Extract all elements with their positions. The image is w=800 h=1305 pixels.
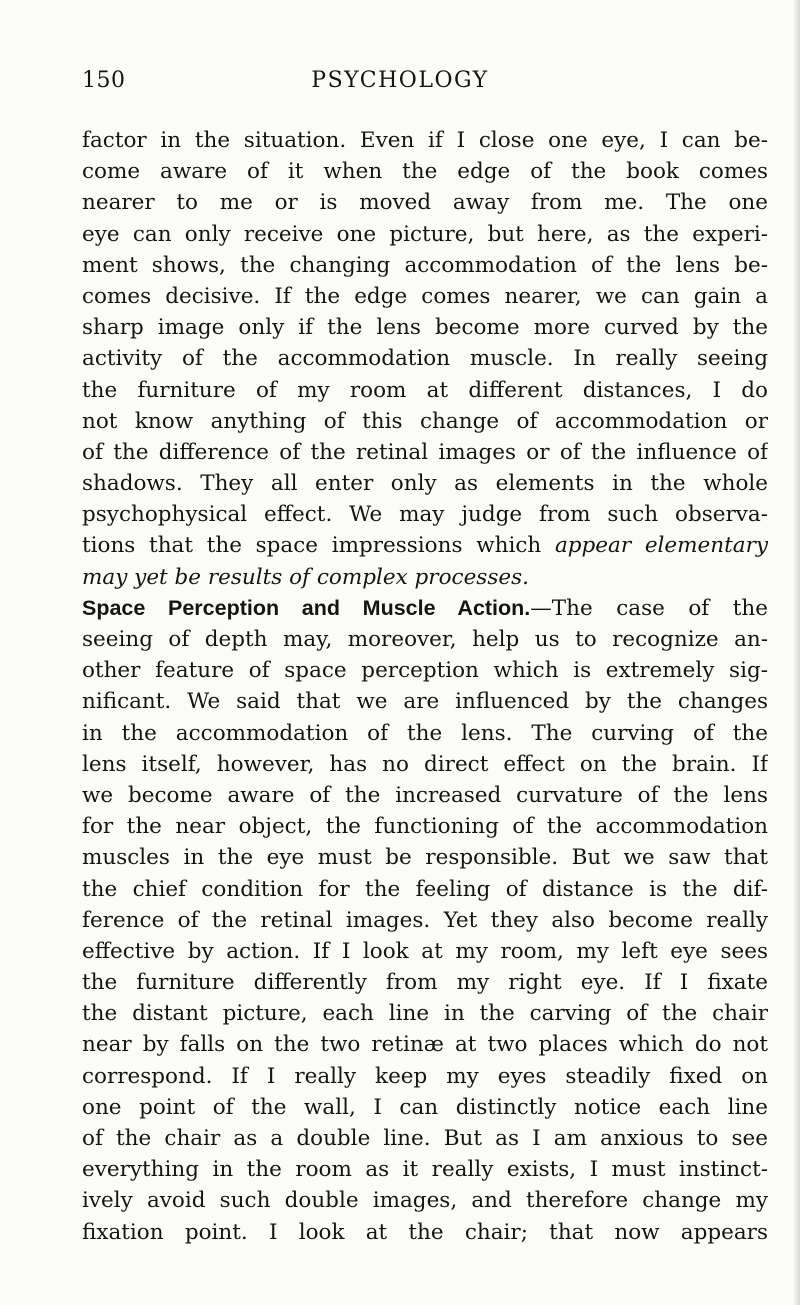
text-line: one point of the wall, I can distinctly notice each line [82,1094,768,1120]
text-line: of the difference of the retinal images or of the influence of [82,439,768,465]
text-line: the furniture of my room at different distances, I do [82,377,768,403]
text-line: lens itself, however, has no direct effect on the brain. If [82,751,768,777]
text-line: shadows. They all enter only as elements in the whole [82,471,768,497]
text-line: in the accommodation of the lens. The curving of the [82,720,768,746]
text-line: fixation point. I look at the chair; that now appears [82,1219,768,1245]
page-header [0,68,800,98]
text-line: the distant picture, each line in the carving of the chair [82,1001,768,1027]
text-line: ment shows, the changing accommodation of the lens be- [82,252,768,278]
text-line: muscles in the eye must be responsible. But we saw that [82,845,768,871]
text-line: the chief condition for the feeling of distance is the dif- [82,876,768,902]
text-line: near by falls on the two retinæ at two places which do not [82,1032,768,1058]
italic-text: appear elementary [554,533,768,559]
text-line: eye can only receive one picture, but here, as the experi- [82,221,768,247]
page-edge [794,0,800,1305]
text-line: nificant. We said that we are influenced by the changes [82,689,768,715]
text-line: of the chair as a double line. But as I am anxious to see [82,1126,768,1151]
text-run: —The case of the [530,595,768,621]
text-line: sharp image only if the lens become more curved by the [82,315,768,341]
text-line: psychophysical effect. We may judge from such observa- [82,502,768,528]
text-line: seeing of depth may, moreover, help us to recognize an- [82,627,768,652]
text-line: come aware of it when the edge of the book comes [82,159,768,185]
text-line: not know anything of this change of accommodation or [82,408,768,434]
page-number: 150 [82,68,126,93]
text-line: correspond. If I really keep my eyes steadily fixed on [82,1063,768,1089]
text-line: we become aware of the increased curvature of the lens [82,782,768,808]
text-line: ference of the retinal images. Yet they also become really [82,907,768,933]
text-line: activity of the accommodation muscle. In really seeing [82,346,768,372]
text-line: the furniture differently from my right eye. If I fixate [82,970,768,996]
body-text [82,125,768,1248]
text-line: ively avoid such double images, and therefore change my [82,1188,768,1214]
text-line [82,530,768,561]
running-head: PSYCHOLOGY [311,68,489,93]
text-line [82,562,768,593]
section-heading: Space Perception and Muscle Action. [82,595,531,620]
text-line: other feature of space perception which is extremely sig- [82,658,768,684]
text-line: factor in the situation. Even if I close one eye, I can be- [82,128,768,153]
text-line: nearer to me or is moved away from me. The one [82,190,768,216]
italic-text: may yet be results of complex processes. [82,564,529,590]
text-run: tions that the space impressions which [82,533,555,559]
text-line [82,593,768,624]
text-line: effective by action. If I look at my room, my left eye sees [82,938,768,964]
text-line: comes decisive. If the edge comes nearer, we can gain a [82,283,768,309]
text-line: for the near object, the functioning of the accommodation [82,814,768,840]
text-line: everything in the room as it really exists, I must instinct- [82,1157,768,1183]
